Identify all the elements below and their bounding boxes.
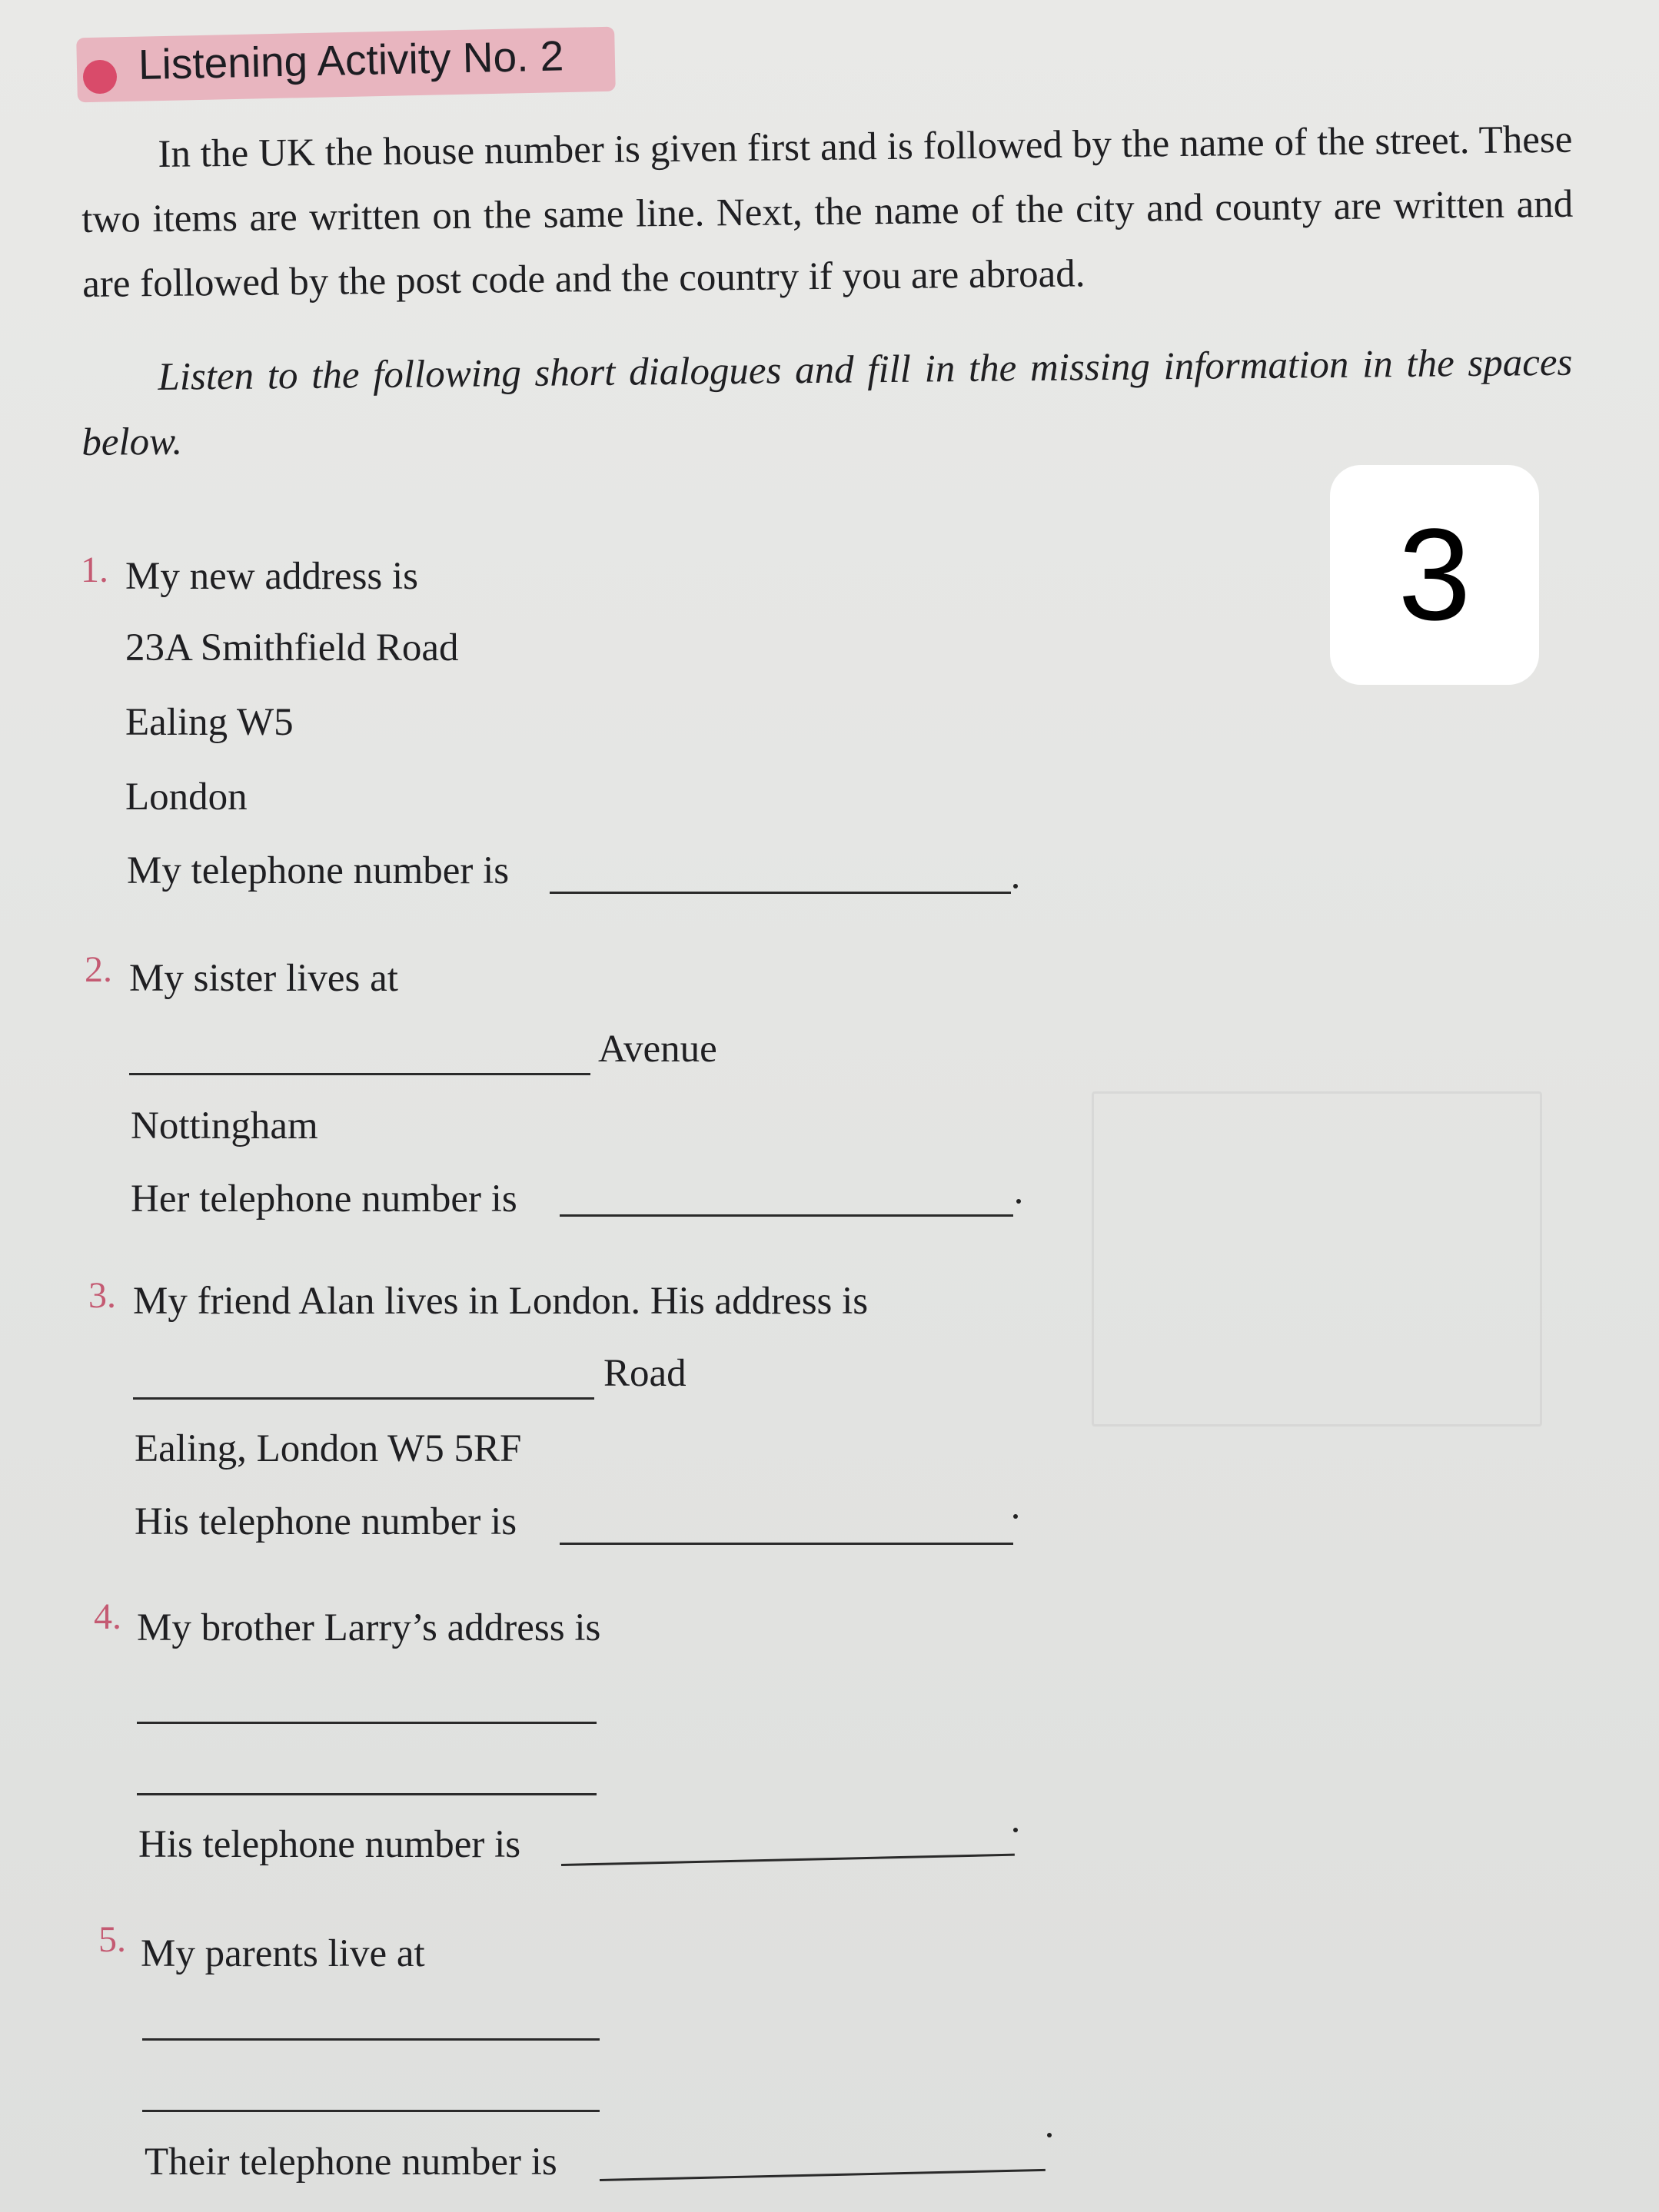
full-stop xyxy=(1047,2133,1052,2137)
full-stop xyxy=(1013,1514,1018,1519)
address-answer-blank[interactable] xyxy=(137,1793,597,1795)
phone-label: Their telephone number is xyxy=(145,2141,557,2184)
activity-title: Listening Activity No. 2 xyxy=(138,32,564,88)
bullet-dot-icon xyxy=(83,60,117,94)
phone-answer-blank[interactable] xyxy=(550,892,1011,894)
phone-answer-blank[interactable] xyxy=(560,1543,1013,1545)
phone-label: His telephone number is xyxy=(135,1500,517,1543)
phone-answer-blank[interactable] xyxy=(561,1854,1015,1866)
full-stop xyxy=(1013,884,1018,888)
address-line: Ealing, London W5 5RF xyxy=(135,1427,522,1470)
phone-label: His telephone number is xyxy=(138,1823,521,1866)
street-suffix: Avenue xyxy=(598,1028,717,1071)
instructions-paragraph: Listen to the following short dialogues and fill in the missing information in the spaces below. xyxy=(81,340,1573,464)
item-number: 1. xyxy=(81,550,108,590)
address-line: Ealing W5 xyxy=(125,701,294,744)
item-intro: My new address is xyxy=(125,555,419,598)
address-answer-blank[interactable] xyxy=(142,2038,600,2041)
street-answer-blank[interactable] xyxy=(129,1073,590,1075)
item-number: 4. xyxy=(94,1596,121,1637)
item-number: 3. xyxy=(88,1275,116,1316)
full-stop xyxy=(1013,1828,1018,1832)
street-answer-blank[interactable] xyxy=(133,1397,594,1400)
bleed-through-box xyxy=(1092,1091,1542,1427)
address-line: London xyxy=(125,776,248,819)
intro-paragraph: In the UK the house number is given first and is followed by the name of the street. These two items are written on the same line. Next, the name of the city and county are written and are followed by the post code and the country if you are abroad. xyxy=(81,118,1574,306)
page-number-badge: 3 xyxy=(1330,465,1539,685)
item-number: 2. xyxy=(85,949,112,990)
item-number: 5. xyxy=(98,1919,126,1960)
item-intro: My friend Alan lives in London. His address is xyxy=(133,1280,869,1323)
address-line: Nottingham xyxy=(131,1104,318,1148)
item-intro: My brother Larry’s address is xyxy=(137,1606,601,1649)
street-suffix: Road xyxy=(603,1352,687,1395)
phone-answer-blank[interactable] xyxy=(560,1214,1013,1217)
item-intro: My sister lives at xyxy=(129,957,398,1000)
phone-answer-blank[interactable] xyxy=(600,2169,1046,2181)
full-stop xyxy=(1016,1199,1021,1204)
phone-label: My telephone number is xyxy=(127,849,510,892)
phone-label: Her telephone number is xyxy=(131,1177,517,1221)
address-answer-blank[interactable] xyxy=(142,2110,600,2112)
address-answer-blank[interactable] xyxy=(137,1722,597,1724)
address-line: 23A Smithfield Road xyxy=(125,626,459,669)
item-intro: My parents live at xyxy=(141,1932,425,1975)
